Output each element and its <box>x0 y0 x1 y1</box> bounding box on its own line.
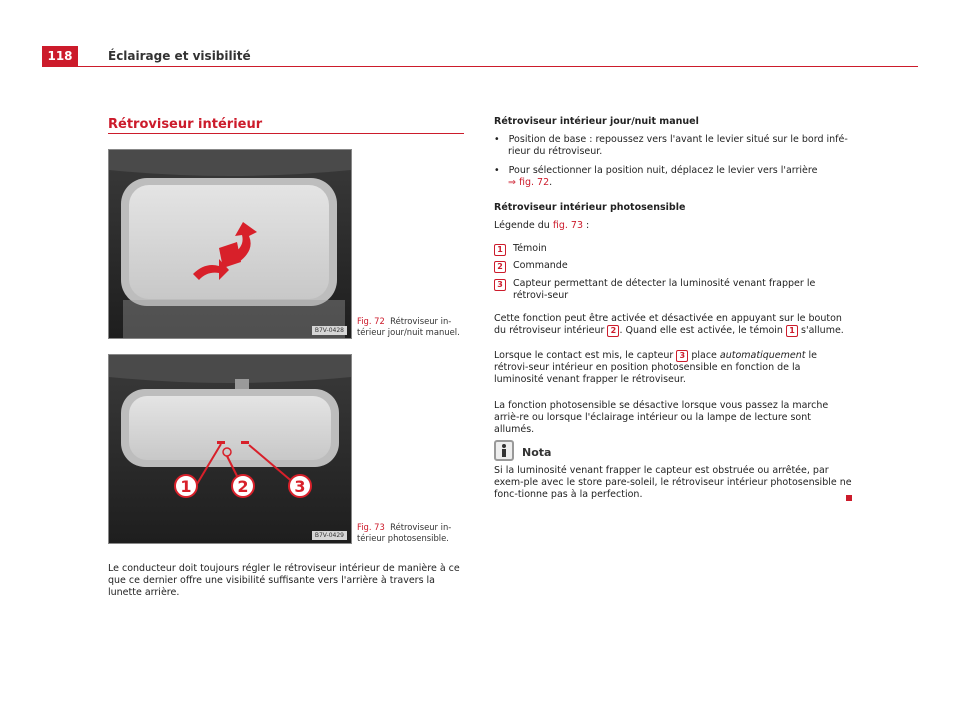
callout-3 <box>289 475 311 497</box>
photo-heading: Rétroviseur intérieur photosensible <box>494 202 686 213</box>
fig-72-link[interactable]: ⇒ fig. 72 <box>508 177 550 188</box>
bullet-item: • Pour sélectionner la position nuit, déplacez le levier vers l'arrière ⇒ fig. 72. <box>494 165 818 188</box>
end-marker <box>846 495 852 501</box>
mirror-manual-illustration <box>109 150 351 338</box>
figure-72-caption <box>357 316 467 338</box>
legend-suffix: : <box>583 220 590 231</box>
callout-number: 1 <box>180 477 192 496</box>
legend-text: Capteur permettant de détecter la luminosité venant frapper le rétrovi-seur <box>513 278 816 301</box>
legend-number: 1 <box>494 244 506 256</box>
legend-text: Témoin <box>513 243 547 254</box>
figure-code: B7V-0428 <box>312 326 347 335</box>
paragraph-text: . Quand elle est activée, le témoin <box>619 325 783 336</box>
paragraph-text: Cette fonction peut être activée et désactivée en appuyant sur le bouton du rétroviseur intérieur <box>494 313 842 336</box>
callout-number: 3 <box>294 477 306 496</box>
figure-title: térieur photosensible. <box>357 533 449 543</box>
figure-label: Fig. 73 <box>357 522 385 532</box>
paragraph-deactivation: La fonction photosensible se désactive lorsque vous passez la marche arriè-re ou lorsque l'éclairage intérieur ou la lampe de lecture sont allumés. <box>494 400 829 435</box>
callout-number: 2 <box>237 477 249 496</box>
figure-73-caption <box>357 522 467 544</box>
callout-1 <box>175 475 197 497</box>
callout-2 <box>232 475 254 497</box>
figure-title: Rétroviseur in- <box>390 522 452 532</box>
section-title: Rétroviseur intérieur <box>108 117 263 132</box>
chapter-title: Éclairage et visibilité <box>108 49 251 63</box>
manual-heading: Rétroviseur intérieur jour/nuit manuel <box>494 116 699 127</box>
bullet-item: • Position de base : repoussez vers l'avant le levier situé sur le bord infé-rieur du rétroviseur. <box>494 134 848 157</box>
section-rule <box>108 133 464 134</box>
paragraph-sensor <box>494 350 852 386</box>
paragraph-text: s'allume. <box>798 325 844 336</box>
figure-title: Rétroviseur in- <box>390 316 452 326</box>
figure-73-image <box>108 354 352 544</box>
note-title: Nota <box>522 446 552 459</box>
page-number: 118 <box>42 46 78 66</box>
figure-title: térieur jour/nuit manuel. <box>357 327 460 337</box>
note-text: Si la luminosité venant frapper le capteur est obstruée ou arrêtée, par exem-ple avec le store pare-soleil, le rétroviseur intérieur photosensible ne fonc-tionne pas à la perfection. <box>494 465 852 500</box>
figure-code: B7V-0429 <box>312 531 347 540</box>
callouts-layer <box>109 355 351 543</box>
paragraph-text: Lorsque le contact est mis, le capteur <box>494 350 674 361</box>
paragraph-text: place <box>688 350 720 361</box>
ref-number: 1 <box>786 325 798 337</box>
bullet-text: Pour sélectionner la position nuit, déplacez le levier vers l'arrière <box>508 165 818 176</box>
ref-number: 2 <box>607 325 619 337</box>
legend-prefix: Légende du <box>494 220 550 231</box>
fig-73-link[interactable]: fig. 73 <box>552 220 583 231</box>
legend-intro <box>494 220 852 232</box>
figure-72-image <box>108 149 352 339</box>
legend-text: Commande <box>513 260 568 271</box>
header-rule <box>42 66 918 67</box>
legend-list <box>494 243 852 303</box>
paragraph-activation <box>494 313 852 337</box>
intro-paragraph: Le conducteur doit toujours régler le rétroviseur intérieur de manière à ce que ce dernier offre une visibilité suffisante vers l'arrière à travers la lunette arrière. <box>108 563 460 598</box>
paragraph-text: le rétrovi-seur intérieur en position photosensible en fonction de la luminosité venant frapper le rétroviseur. <box>494 350 817 385</box>
ref-number: 3 <box>676 350 688 362</box>
legend-number: 3 <box>494 279 506 291</box>
figure-label: Fig. 72 <box>357 316 385 326</box>
legend-number: 2 <box>494 261 506 273</box>
bullet-text: Position de base : repoussez vers l'avant le levier situé sur le bord infé-rieur du rétroviseur. <box>508 134 848 157</box>
emphasis-text: automatiquement <box>719 350 806 361</box>
info-icon <box>494 440 514 461</box>
